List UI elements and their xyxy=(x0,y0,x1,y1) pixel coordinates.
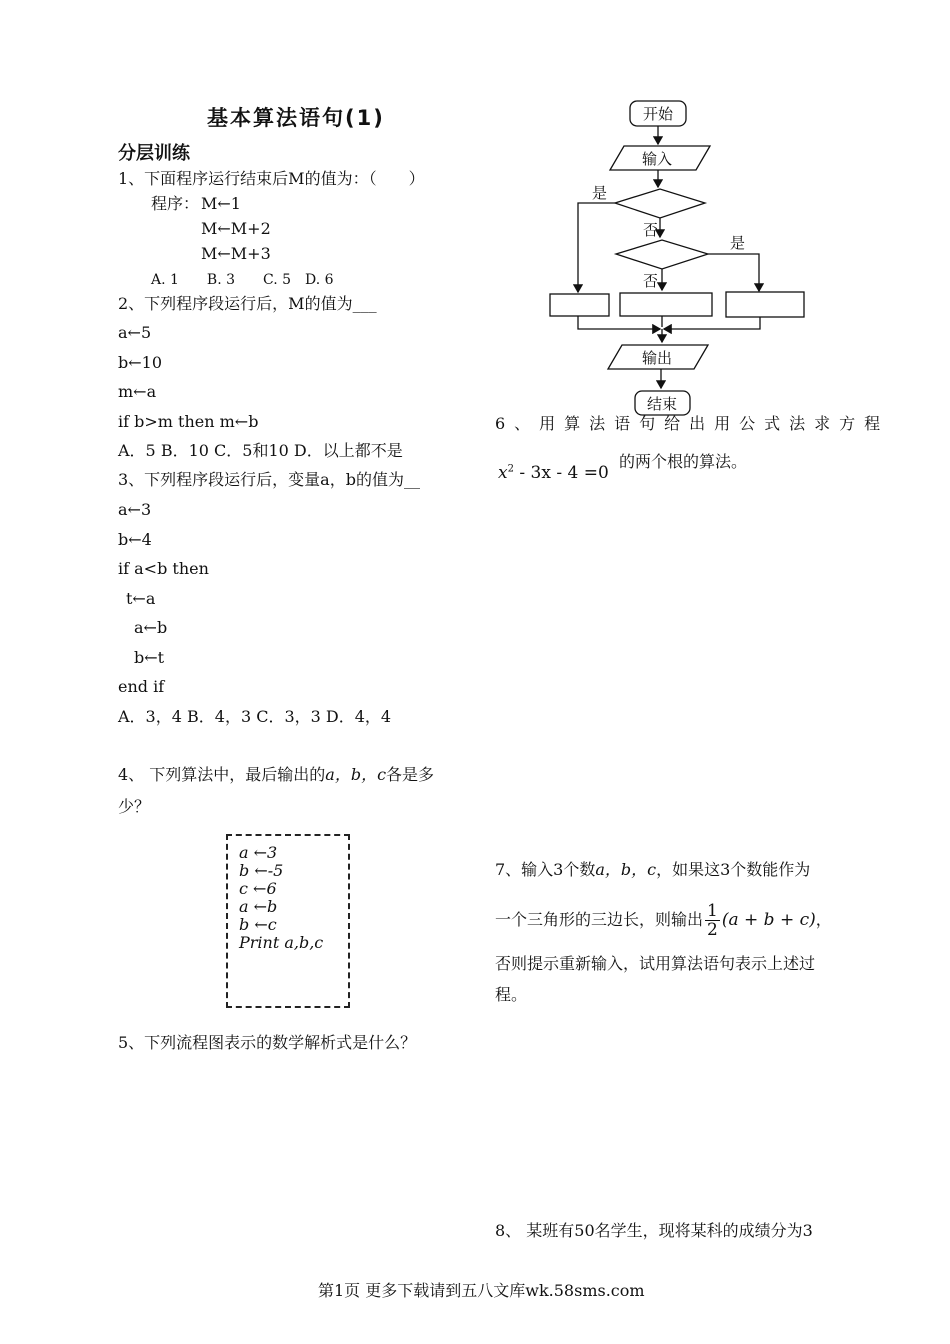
q7-frac-num: 1 xyxy=(707,901,718,921)
page-footer: 第1页 更多下载请到五八文库wk.58sms.com xyxy=(318,1281,645,1300)
q3-stem: 3、下列程序段运行后，变量a，b的值为__ xyxy=(118,470,420,489)
section-heading: 分层训练 xyxy=(118,143,190,164)
q7-fraction xyxy=(705,902,720,939)
start-label: 开始 xyxy=(642,105,674,123)
q2-code-line: b←10 xyxy=(118,353,163,372)
decision-1 xyxy=(615,189,705,218)
q1-code-line: M←1 xyxy=(201,194,241,213)
q7-line2-a: 一个三角形的三边长，则输出 xyxy=(495,910,704,929)
q6-eq-rest: - 3x - 4 =0 xyxy=(513,463,609,483)
q7-line2-b: ， xyxy=(815,910,832,929)
q6-eq-x: x xyxy=(498,463,508,483)
q4-code-line: Print a,b,c xyxy=(239,933,324,952)
flowchart xyxy=(540,95,820,420)
q4-code-line: c ←6 xyxy=(239,879,277,898)
q3-code-line: b←t xyxy=(134,648,165,667)
q7-line4: 程。 xyxy=(495,985,528,1004)
q2-code-line: m←a xyxy=(118,382,157,401)
q1-stem: 1、下面程序运行结束后M的值为：（ ） xyxy=(118,169,425,188)
q3-options: A．3，4 B．4，3 C．3，3 D．4，4 xyxy=(118,707,392,726)
q6-eq-exp: 2 xyxy=(507,463,514,475)
end-label: 结束 xyxy=(646,395,678,413)
q5-stem: 5、下列流程图表示的数学解析式是什么？ xyxy=(118,1033,417,1052)
q4-code-line: b ←c xyxy=(239,915,277,934)
q7-expr: (a + b + c) xyxy=(721,910,816,930)
page-title: 基本算法语句(1) xyxy=(207,106,385,130)
q4-code-line: a ←3 xyxy=(239,843,278,862)
q3-code-line: a←b xyxy=(134,618,168,637)
q3-code-line: a←3 xyxy=(118,500,152,519)
q6-stem: 6、用算法语句给出用公式法求方程 xyxy=(495,414,890,433)
q3-code-line: b←4 xyxy=(118,530,152,549)
q1-code-line: M←M+2 xyxy=(201,219,271,238)
q1-code-line: M←M+3 xyxy=(201,244,271,263)
q4-stem-a: 4、 下列算法中，最后输出的 xyxy=(118,765,326,784)
q6-tail: 的两个根的算法。 xyxy=(619,452,748,471)
q3-code-line: end if xyxy=(118,677,165,696)
process-box-right xyxy=(726,292,804,317)
output-label: 输出 xyxy=(641,349,673,367)
q4-code-line: b ←-5 xyxy=(239,861,284,880)
process-box-left xyxy=(550,294,609,316)
q1-options: A. 1 B. 3 C. 5 D. 6 xyxy=(151,272,334,288)
q2-code-line: a←5 xyxy=(118,323,152,342)
decision-2 xyxy=(616,240,708,269)
q7-line1-a: 7、输入3个数 xyxy=(495,860,596,879)
q7-line3: 否则提示重新输入，试用算法语句表示上述过 xyxy=(495,954,816,973)
q4-code-box xyxy=(226,834,350,1008)
yes-label-1: 是 xyxy=(592,184,608,202)
q7-line2 xyxy=(495,898,832,942)
q4-vars: a，b，c xyxy=(325,765,387,784)
q7-line1-b: ，如果这3个数能作为 xyxy=(656,860,811,879)
q7-frac-den: 2 xyxy=(707,920,718,940)
q7-line1 xyxy=(495,860,810,880)
q2-stem: 2、下列程序段运行后，M的值为___ xyxy=(118,294,377,313)
q4-code-line: a ←b xyxy=(239,897,278,916)
q4-stem-c: 少？ xyxy=(118,797,151,816)
q4-stem-b: 各是多 xyxy=(386,765,435,784)
process-box-middle xyxy=(620,293,712,316)
q3-code-line: if a<b then xyxy=(118,559,209,578)
q7-vars: a，b，c xyxy=(595,860,657,879)
q4-stem xyxy=(118,765,434,785)
q6-equation xyxy=(498,463,609,483)
input-label: 输入 xyxy=(641,150,673,168)
q2-options: A．5 B．10 C．5和10 D．以上都不是 xyxy=(118,441,403,460)
q3-code-line: t←a xyxy=(126,589,156,608)
yes-label-2: 是 xyxy=(730,234,746,252)
q1-program-label: 程序： xyxy=(151,194,200,213)
q2-code-line: if b>m then m←b xyxy=(118,412,259,431)
no-label-2: 否 xyxy=(643,272,659,290)
no-label-1: 否 xyxy=(643,221,659,239)
q8-stem: 8、 某班有50名学生，现将某科的成绩分为3 xyxy=(495,1221,813,1240)
